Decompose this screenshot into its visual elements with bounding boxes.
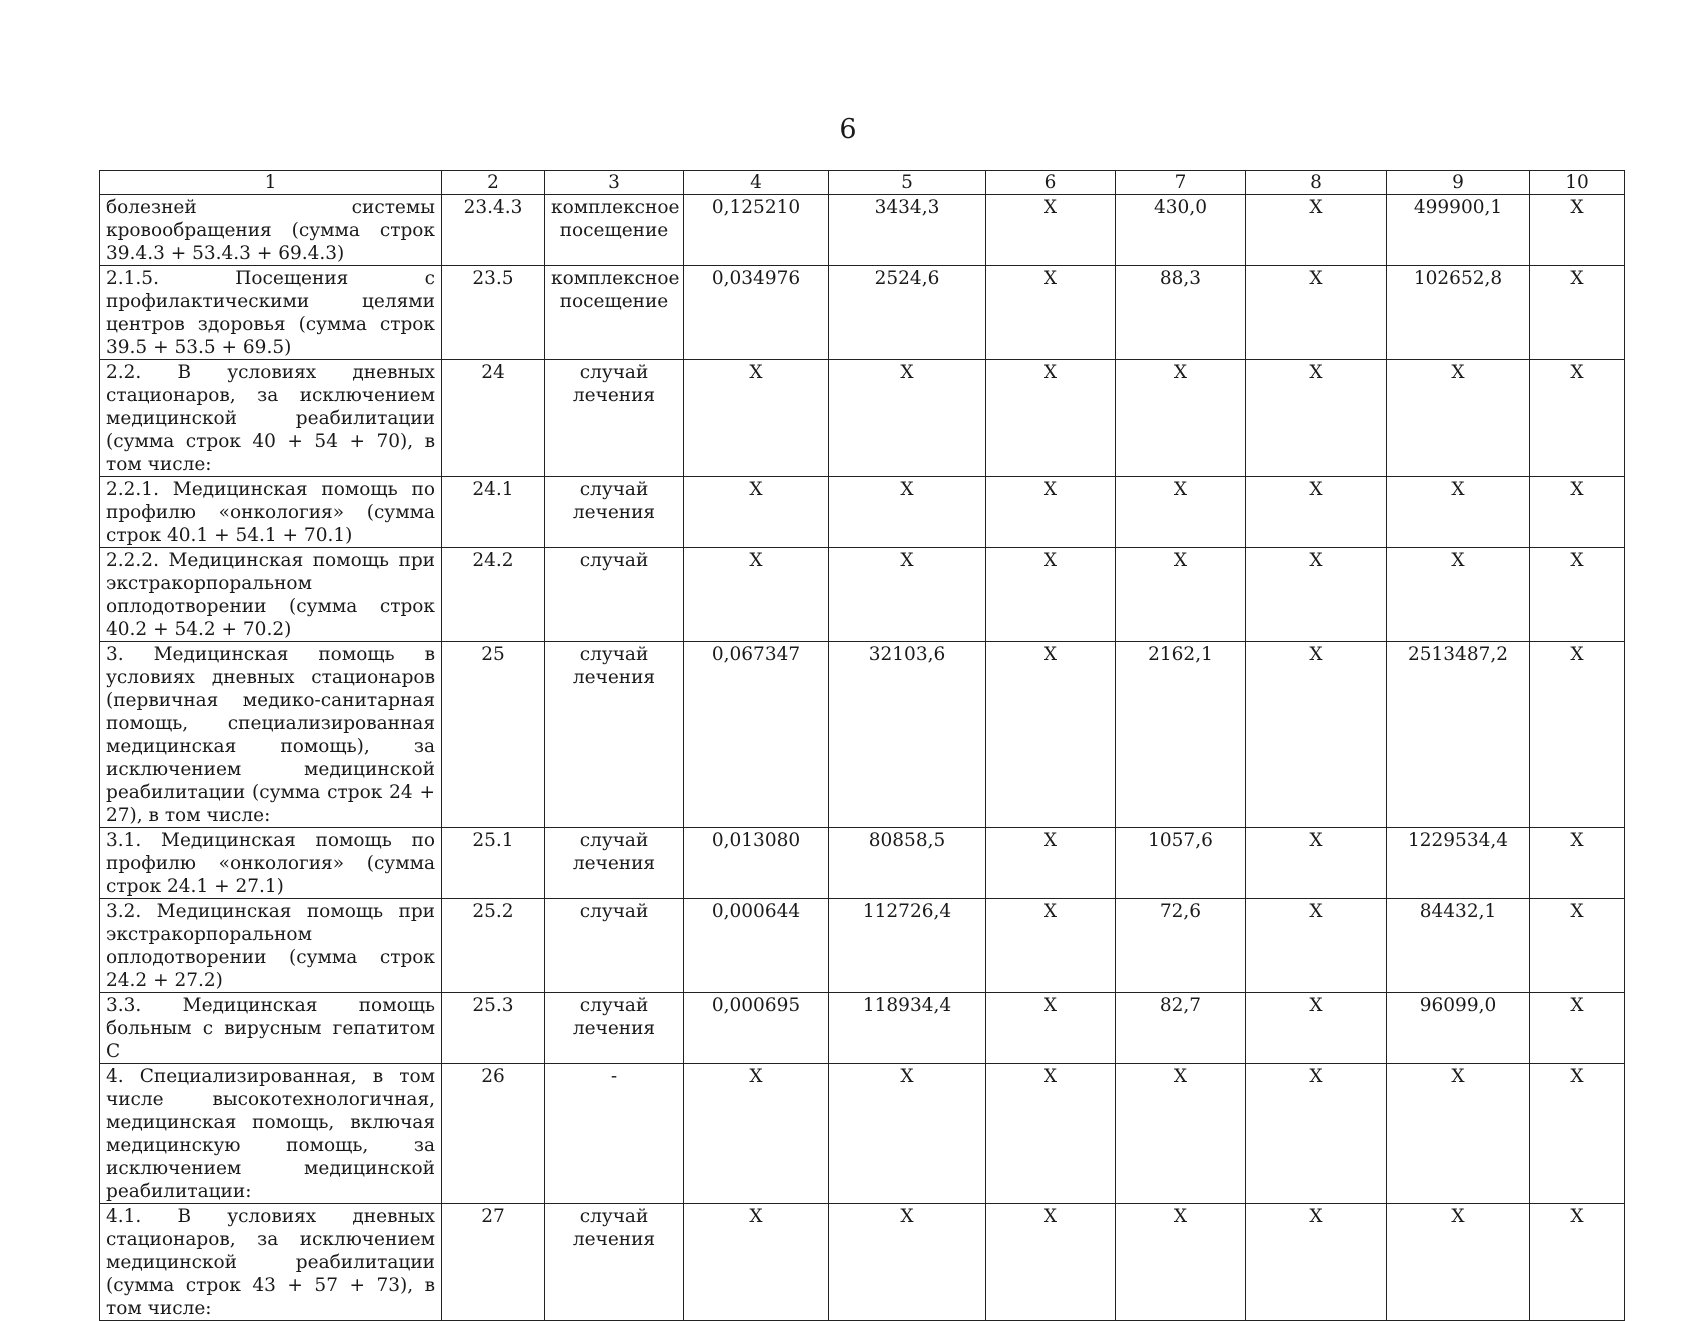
- row-name-cell: 3. Медицинская помощь в условиях дневных стационаров (первичная медико-санитарная помощь, специализированная медицинская помощь), за исключением медицинской реабилитации (сумма строк 24 + 27), в том числе:: [100, 642, 442, 828]
- row-value-cell: X: [684, 548, 829, 642]
- row-code-cell: 24.1: [442, 477, 545, 548]
- row-value-cell: X: [1116, 477, 1246, 548]
- row-value-cell: X: [684, 1064, 829, 1204]
- row-value-cell: 32103,6: [829, 642, 986, 828]
- table-row: [100, 266, 1625, 360]
- row-value-cell: X: [684, 360, 829, 477]
- header-cell: 9: [1387, 171, 1530, 195]
- row-name-cell: болезней системы кровообращения (сумма строк 39.4.3 + 53.4.3 + 69.4.3): [100, 195, 442, 266]
- header-cell: 1: [100, 171, 442, 195]
- page-number: 6: [839, 114, 857, 145]
- header-cell: 8: [1246, 171, 1387, 195]
- row-value-cell: X: [1387, 1204, 1530, 1321]
- row-code-cell: 27: [442, 1204, 545, 1321]
- row-code-cell: 25: [442, 642, 545, 828]
- row-value-cell: X: [986, 1064, 1116, 1204]
- row-name-cell: 2.1.5. Посещения с профилактическими целями центров здоровья (сумма строк 39.5 + 53.5 + 69.5): [100, 266, 442, 360]
- row-value-cell: X: [1116, 360, 1246, 477]
- row-value-cell: X: [986, 360, 1116, 477]
- row-name-cell: 2.2.1. Медицинская помощь по профилю «онкология» (сумма строк 40.1 + 54.1 + 70.1): [100, 477, 442, 548]
- row-value-cell: X: [986, 828, 1116, 899]
- row-value-cell: 80858,5: [829, 828, 986, 899]
- data-table: [99, 170, 1625, 1321]
- table-row: [100, 360, 1625, 477]
- row-value-cell: X: [1387, 548, 1530, 642]
- table-row: [100, 195, 1625, 266]
- row-unit-cell: случай лечения: [545, 360, 684, 477]
- table-row: [100, 899, 1625, 993]
- row-name-cell: 4. Специализированная, в том числе высокотехнологичная, медицинская помощь, включая медицинскую помощь, за исключением медицинской реабилитации:: [100, 1064, 442, 1204]
- row-value-cell: X: [1387, 1064, 1530, 1204]
- header-cell: 5: [829, 171, 986, 195]
- row-value-cell: X: [829, 548, 986, 642]
- row-code-cell: 25.3: [442, 993, 545, 1064]
- row-value-cell: X: [1387, 477, 1530, 548]
- row-value-cell: X: [1246, 1204, 1387, 1321]
- row-value-cell: X: [986, 1204, 1116, 1321]
- row-value-cell: X: [829, 360, 986, 477]
- row-value-cell: X: [1246, 642, 1387, 828]
- row-value-cell: X: [1246, 1064, 1387, 1204]
- table-body: [100, 171, 1625, 1321]
- header-cell: 2: [442, 171, 545, 195]
- row-value-cell: X: [1530, 642, 1625, 828]
- row-value-cell: X: [1246, 360, 1387, 477]
- row-value-cell: 2162,1: [1116, 642, 1246, 828]
- row-value-cell: X: [829, 1204, 986, 1321]
- row-value-cell: X: [1530, 828, 1625, 899]
- row-code-cell: 25.2: [442, 899, 545, 993]
- row-name-cell: 2.2.2. Медицинская помощь при экстракорпоральном оплодотворении (сумма строк 40.2 + 54.2 + 70.2): [100, 548, 442, 642]
- table-row: [100, 1204, 1625, 1321]
- row-unit-cell: случай: [545, 548, 684, 642]
- row-value-cell: 3434,3: [829, 195, 986, 266]
- table-row: [100, 1064, 1625, 1204]
- row-value-cell: 0,000644: [684, 899, 829, 993]
- row-value-cell: X: [1530, 993, 1625, 1064]
- header-cell: 6: [986, 171, 1116, 195]
- row-value-cell: 0,013080: [684, 828, 829, 899]
- row-value-cell: 82,7: [1116, 993, 1246, 1064]
- row-value-cell: 1229534,4: [1387, 828, 1530, 899]
- row-unit-cell: случай лечения: [545, 477, 684, 548]
- row-value-cell: X: [1530, 1204, 1625, 1321]
- row-value-cell: X: [1387, 360, 1530, 477]
- row-value-cell: X: [1116, 1064, 1246, 1204]
- row-value-cell: 88,3: [1116, 266, 1246, 360]
- table-row: [100, 993, 1625, 1064]
- row-value-cell: X: [1246, 195, 1387, 266]
- row-code-cell: 23.4.3: [442, 195, 545, 266]
- row-value-cell: X: [986, 477, 1116, 548]
- row-value-cell: X: [986, 266, 1116, 360]
- row-value-cell: X: [1246, 899, 1387, 993]
- row-value-cell: 102652,8: [1387, 266, 1530, 360]
- row-value-cell: X: [1246, 477, 1387, 548]
- row-value-cell: X: [829, 1064, 986, 1204]
- row-value-cell: X: [1530, 548, 1625, 642]
- row-value-cell: X: [1530, 266, 1625, 360]
- row-value-cell: 0,000695: [684, 993, 829, 1064]
- header-cell: 7: [1116, 171, 1246, 195]
- row-code-cell: 26: [442, 1064, 545, 1204]
- row-value-cell: 112726,4: [829, 899, 986, 993]
- header-cell: 3: [545, 171, 684, 195]
- row-value-cell: 0,034976: [684, 266, 829, 360]
- row-value-cell: X: [986, 642, 1116, 828]
- row-value-cell: 118934,4: [829, 993, 986, 1064]
- row-name-cell: 3.3. Медицинская помощь больным с вирусным гепатитом С: [100, 993, 442, 1064]
- row-unit-cell: случай: [545, 899, 684, 993]
- row-value-cell: X: [1246, 548, 1387, 642]
- row-value-cell: 0,067347: [684, 642, 829, 828]
- row-unit-cell: случай лечения: [545, 993, 684, 1064]
- header-cell: 10: [1530, 171, 1625, 195]
- row-unit-cell: комплексное посещение: [545, 266, 684, 360]
- row-value-cell: X: [986, 548, 1116, 642]
- row-unit-cell: случай лечения: [545, 642, 684, 828]
- row-value-cell: 84432,1: [1387, 899, 1530, 993]
- row-value-cell: X: [1246, 266, 1387, 360]
- table-header-row: [100, 171, 1625, 195]
- row-value-cell: 1057,6: [1116, 828, 1246, 899]
- row-code-cell: 24.2: [442, 548, 545, 642]
- row-value-cell: 2524,6: [829, 266, 986, 360]
- row-value-cell: 72,6: [1116, 899, 1246, 993]
- row-name-cell: 3.2. Медицинская помощь при экстракорпоральном оплодотворении (сумма строк 24.2 + 27.2): [100, 899, 442, 993]
- row-unit-cell: -: [545, 1064, 684, 1204]
- row-code-cell: 23.5: [442, 266, 545, 360]
- row-value-cell: X: [1246, 993, 1387, 1064]
- row-value-cell: X: [986, 899, 1116, 993]
- row-value-cell: 0,125210: [684, 195, 829, 266]
- header-cell: 4: [684, 171, 829, 195]
- row-value-cell: 2513487,2: [1387, 642, 1530, 828]
- row-value-cell: X: [1530, 1064, 1625, 1204]
- row-value-cell: X: [1530, 360, 1625, 477]
- row-value-cell: X: [684, 477, 829, 548]
- table-row: [100, 642, 1625, 828]
- row-value-cell: 430,0: [1116, 195, 1246, 266]
- table-row: [100, 548, 1625, 642]
- row-unit-cell: случай лечения: [545, 1204, 684, 1321]
- row-value-cell: 96099,0: [1387, 993, 1530, 1064]
- row-unit-cell: случай лечения: [545, 828, 684, 899]
- row-value-cell: X: [1530, 477, 1625, 548]
- row-value-cell: X: [986, 993, 1116, 1064]
- row-name-cell: 3.1. Медицинская помощь по профилю «онкология» (сумма строк 24.1 + 27.1): [100, 828, 442, 899]
- data-table-container: [99, 170, 1624, 1321]
- table-row: [100, 828, 1625, 899]
- table-row: [100, 477, 1625, 548]
- row-value-cell: 499900,1: [1387, 195, 1530, 266]
- row-value-cell: X: [1530, 899, 1625, 993]
- row-name-cell: 4.1. В условиях дневных стационаров, за исключением медицинской реабилитации (сумма строк 43 + 57 + 73), в том числе:: [100, 1204, 442, 1321]
- row-value-cell: X: [986, 195, 1116, 266]
- row-value-cell: X: [829, 477, 986, 548]
- row-code-cell: 24: [442, 360, 545, 477]
- row-value-cell: X: [1116, 548, 1246, 642]
- row-name-cell: 2.2. В условиях дневных стационаров, за исключением медицинской реабилитации (сумма строк 40 + 54 + 70), в том числе:: [100, 360, 442, 477]
- row-code-cell: 25.1: [442, 828, 545, 899]
- row-value-cell: X: [1116, 1204, 1246, 1321]
- row-value-cell: X: [684, 1204, 829, 1321]
- row-value-cell: X: [1246, 828, 1387, 899]
- row-value-cell: X: [1530, 195, 1625, 266]
- row-unit-cell: комплексное посещение: [545, 195, 684, 266]
